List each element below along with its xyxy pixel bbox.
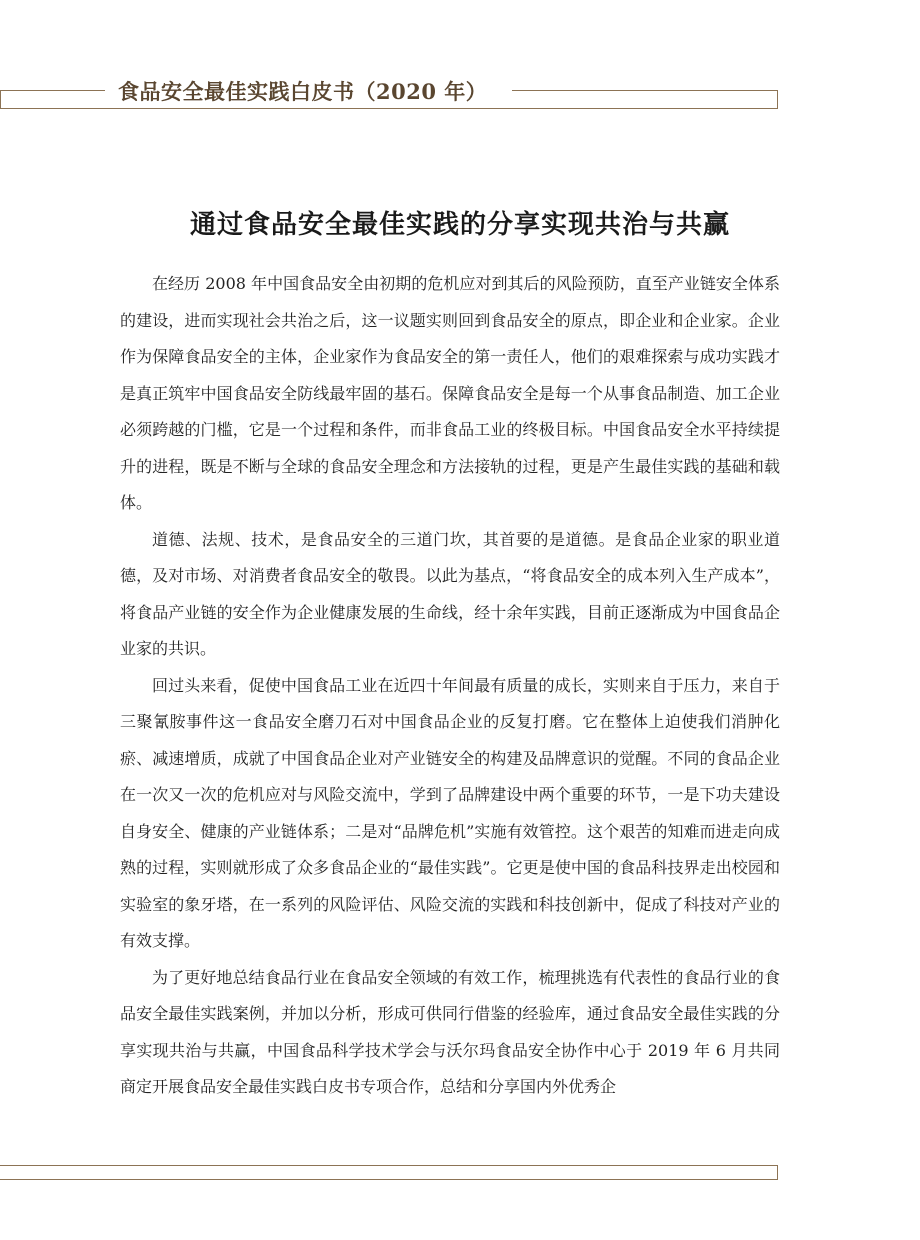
paragraph: 道德、法规、技术，是食品安全的三道门坎，其首要的是道德。是食品企业家的职业道德，及对市场、对消费者食品安全的敬畏。以此为基点，“将食品安全的成本列入生产成本”，将食品产业链的安全作为企业健康发展的生命线，经十余年实践，目前正逐渐成为中国食品企业家的共识。: [120, 529, 780, 658]
header-bracket-right: [777, 90, 778, 108]
footer-rule-bottom: [0, 1179, 778, 1180]
article-body: [120, 266, 780, 1106]
header-rule-right: [512, 90, 777, 91]
header-rule-left: [0, 90, 105, 91]
paragraph: 为了更好地总结食品行业在食品安全领域的有效工作，梳理挑选有代表性的食品行业的食品安全最佳实践案例，并加以分析，形成可供同行借鉴的经验库，通过食品安全最佳实践的分享实现共治与共赢，中国食品科学技术学会与沃尔玛食品安全协作中心于 2019 年 6 月共同商定开展食品安全最佳实践白皮书专项合作，总结和分享国内外优秀企: [120, 967, 780, 1096]
header-bracket-left: [0, 90, 1, 108]
running-header: [0, 72, 780, 112]
running-header-title: 食品安全最佳实践白皮书（2020 年）: [118, 79, 488, 104]
paragraph: 在经历 2008 年中国食品安全由初期的危机应对到其后的风险预防，直至产业链安全体系的建设，进而实现社会共治之后，这一议题实则回到食品安全的原点，即企业和企业家。企业作为保障食品安全的主体，企业家作为食品安全的第一责任人，他们的艰难探索与成功实践才是真正筑牢中国食品安全防线最牢固的基石。保障食品安全是每一个从事食品制造、加工企业必须跨越的门槛，它是一个过程和条件，而非食品工业的终极目标。中国食品安全水平持续提升的进程，既是不断与全球的食品安全理念和方法接轨的过程，更是产生最佳实践的基础和载体。: [120, 274, 780, 512]
paragraph: 回过头来看，促使中国食品工业在近四十年间最有质量的成长，实则来自于压力，来自于三聚氰胺事件这一食品安全磨刀石对中国食品企业的反复打磨。它在整体上迫使我们消肿化瘀、减速增质，成就了中国食品企业对产业链安全的构建及品牌意识的觉醒。不同的食品企业在一次又一次的危机应对与风险交流中，学到了品牌建设中两个重要的环节，一是下功夫建设自身安全、健康的产业链体系；二是对“品牌危机”实施有效管控。这个艰苦的知难而进走向成熟的过程，实则就形成了众多食品企业的“最佳实践”。它更是使中国的食品科技界走出校园和实验室的象牙塔，在一系列的风险评估、风险交流的实践和科技创新中，促成了科技对产业的有效支撑。: [120, 675, 780, 950]
footer-rule-top: [0, 1165, 778, 1166]
header-rule-bottom: [0, 108, 778, 109]
article-title: 通过食品安全最佳实践的分享实现共治与共赢: [189, 210, 730, 240]
footer-bracket-right: [777, 1165, 778, 1179]
page-footer-rule: [0, 1165, 780, 1185]
